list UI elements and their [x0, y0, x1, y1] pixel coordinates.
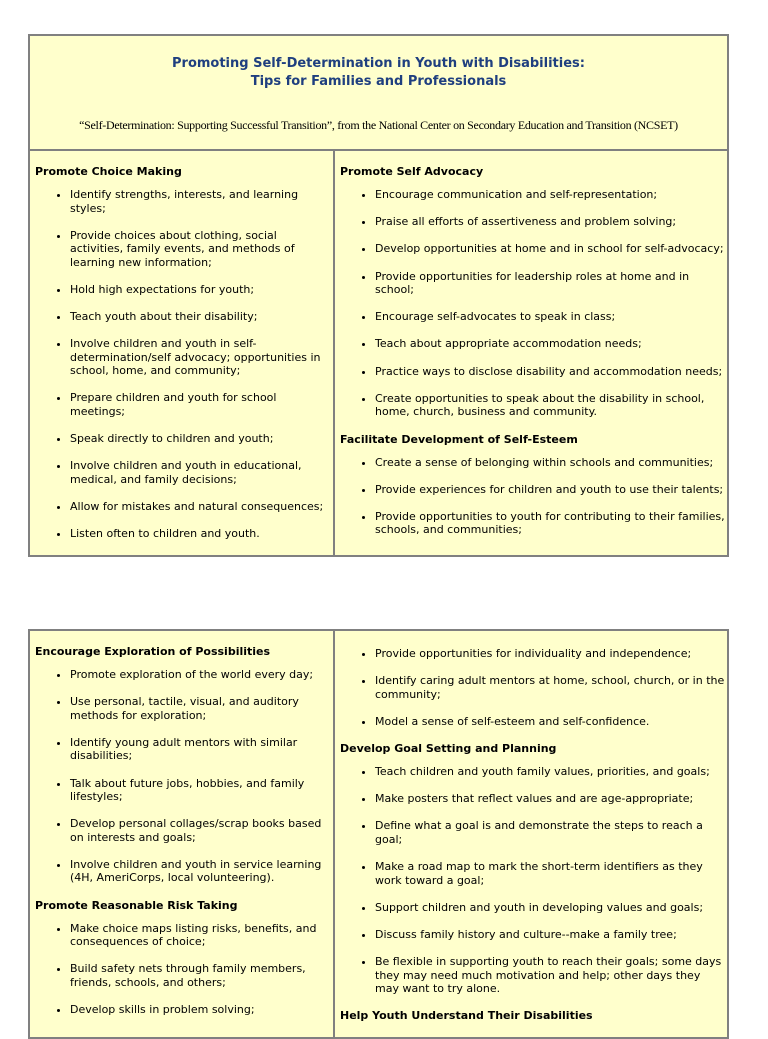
- columns: [30, 631, 727, 1037]
- section-heading: Facilitate Development of Self-Esteem: [340, 432, 578, 446]
- columns: [30, 151, 727, 555]
- source-citation: “Self-Determination: Supporting Successful Transition”, from the National Center on Secondary Education and Transition (NCSET): [79, 118, 678, 132]
- tip-item: • Hold high expectations for youth;: [70, 283, 333, 297]
- tip-item: • Provide experiences for children and youth to use their talents;: [375, 483, 727, 497]
- section-heading: Help Youth Understand Their Disabilities: [340, 1009, 593, 1023]
- section-heading: Promote Reasonable Risk Taking: [35, 898, 238, 912]
- right-column: [335, 631, 727, 1037]
- tips-box-bottom: [28, 629, 729, 1039]
- tip-item: • Model a sense of self-esteem and self-confidence.: [375, 715, 727, 729]
- tip-item: • Encourage self-advocates to speak in class;: [375, 310, 727, 324]
- section-heading: Promote Choice Making: [35, 165, 182, 178]
- tip-item: • Develop skills in problem solving;: [70, 1003, 333, 1017]
- section-heading: Develop Goal Setting and Planning: [340, 742, 557, 756]
- tip-item: • Teach about appropriate accommodation needs;: [375, 337, 727, 351]
- tip-item: • Provide opportunities for leadership roles at home and in school;: [375, 270, 727, 297]
- tip-list: [35, 668, 333, 885]
- tip-list: [340, 765, 727, 996]
- document-title: [30, 55, 727, 91]
- tip-list: [340, 456, 727, 537]
- tip-item: • Develop opportunities at home and in school for self-advocacy;: [375, 242, 727, 256]
- title-line-1: Promoting Self-Determination in Youth with Disabilities:: [172, 56, 585, 71]
- tip-item: • Involve children and youth in educational, medical, and family decisions;: [70, 459, 333, 486]
- tip-item: • Identify strengths, interests, and learning styles;: [70, 188, 333, 215]
- tips-box-top: [28, 34, 729, 557]
- tip-item: • Speak directly to children and youth;: [70, 432, 333, 446]
- tip-item: • Develop personal collages/scrap books based on interests and goals;: [70, 817, 333, 844]
- tip-item: • Encourage communication and self-representation;: [375, 188, 727, 202]
- tip-item: • Identify caring adult mentors at home, school, church, or in the community;: [375, 674, 727, 701]
- tip-item: • Create opportunities to speak about the disability in school, home, church, business and community.: [375, 392, 727, 419]
- document-header: [30, 36, 727, 151]
- tip-item: • Make a road map to mark the short-term identifiers as they work toward a goal;: [375, 860, 727, 887]
- tip-item: • Listen often to children and youth.: [70, 527, 333, 541]
- tip-item: • Praise all efforts of assertiveness and problem solving;: [375, 215, 727, 229]
- section-heading: Promote Self Advocacy: [340, 165, 484, 178]
- tip-list: [340, 188, 727, 419]
- tip-item: • Build safety nets through family members, friends, schools, and others;: [70, 962, 333, 989]
- tip-item: • Teach children and youth family values, priorities, and goals;: [375, 765, 727, 779]
- tip-item: • Provide opportunities for individuality and independence;: [375, 647, 727, 661]
- tip-item: • Create a sense of belonging within schools and communities;: [375, 456, 727, 470]
- tip-item: • Practice ways to disclose disability and accommodation needs;: [375, 365, 727, 379]
- tip-list: [35, 188, 333, 541]
- tip-item: • Support children and youth in developing values and goals;: [375, 901, 727, 915]
- tip-item: • Prepare children and youth for school meetings;: [70, 391, 333, 418]
- left-column: [30, 151, 335, 555]
- tip-item: • Be flexible in supporting youth to reach their goals; some days they may need much motivation and help; other days they may want to try alone.: [375, 955, 727, 996]
- tip-item: • Identify young adult mentors with similar disabilities;: [70, 736, 333, 763]
- tip-item: • Involve children and youth in service learning (4H, AmeriCorps, local volunteering).: [70, 858, 333, 885]
- tip-item: • Allow for mistakes and natural consequences;: [70, 500, 333, 514]
- tip-item: • Promote exploration of the world every day;: [70, 668, 333, 682]
- tip-item: • Discuss family history and culture--make a family tree;: [375, 928, 727, 942]
- left-column: [30, 631, 335, 1037]
- tip-item: • Use personal, tactile, visual, and auditory methods for exploration;: [70, 695, 333, 722]
- right-column: [335, 151, 727, 555]
- tip-item: • Make choice maps listing risks, benefits, and consequences of choice;: [70, 922, 333, 949]
- tip-item: • Involve children and youth in self-determination/self advocacy; opportunities in school, home, and community;: [70, 337, 333, 378]
- title-line-2: Tips for Families and Professionals: [250, 74, 507, 89]
- tip-item: • Define what a goal is and demonstrate the steps to reach a goal;: [375, 819, 727, 846]
- tip-list: [35, 922, 333, 1017]
- tip-item: • Teach youth about their disability;: [70, 310, 333, 324]
- tip-item: • Provide opportunities to youth for contributing to their families, schools, and communities;: [375, 510, 727, 537]
- tip-item: • Provide choices about clothing, social activities, family events, and methods of learning new information;: [70, 229, 333, 270]
- tip-item: • Make posters that reflect values and are age-appropriate;: [375, 792, 727, 806]
- tip-item: • Talk about future jobs, hobbies, and family lifestyles;: [70, 777, 333, 804]
- section-heading: Encourage Exploration of Possibilities: [35, 645, 271, 658]
- tip-list: [340, 647, 727, 728]
